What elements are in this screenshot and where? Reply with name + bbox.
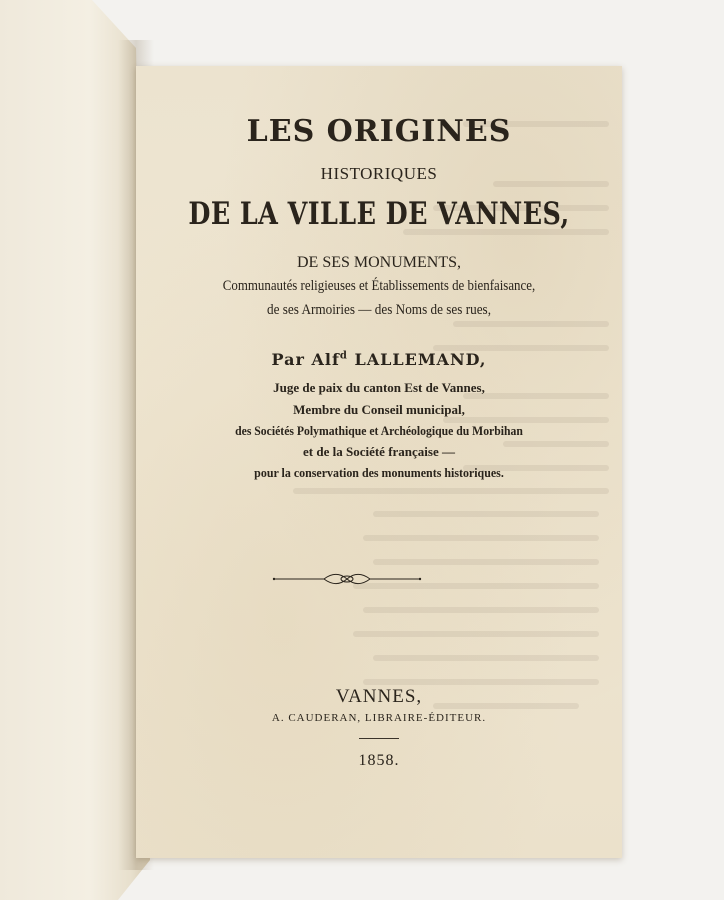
credit-conservation: pour la conservation des monuments historiques. (254, 465, 504, 480)
credit-juge: Juge de paix du canton Est de Vannes, (273, 380, 485, 395)
subtitle-monuments: DE SES MONUMENTS, (296, 254, 461, 271)
ornament-divider-icon (272, 572, 422, 586)
credit-membre: Membre du Conseil municipal, (293, 402, 465, 417)
title-line-historiques: HISTORIQUES (320, 164, 438, 183)
author-line (136, 350, 622, 369)
imprint-publisher: A. CAUDERAN, LIBRAIRE-ÉDITEUR. (271, 712, 487, 724)
title-page (136, 66, 622, 858)
show-through-texture (136, 66, 622, 858)
imprint-year: 1858. (358, 752, 400, 769)
credit-francaise: et de la Société française — (303, 444, 455, 459)
author-sup: d (339, 350, 348, 362)
author-name: LALLEMAND, (354, 350, 487, 369)
imprint-rule (359, 738, 399, 739)
subtitle-armoiries: de ses Armoiries — des Noms de ses rues, (266, 302, 491, 318)
author-par: Par Alf (271, 350, 340, 369)
title-line-ville: DE LA VILLE DE VANNES, (188, 196, 570, 232)
imprint-place: VANNES, (335, 686, 423, 707)
title-line-origines: LES ORIGINES (246, 114, 512, 149)
credit-societes: des Sociétés Polymathique et Archéologique du Morbihan (235, 423, 523, 438)
subtitle-communautes: Communautés religieuses et Établissements de bienfaisance, (222, 278, 536, 294)
